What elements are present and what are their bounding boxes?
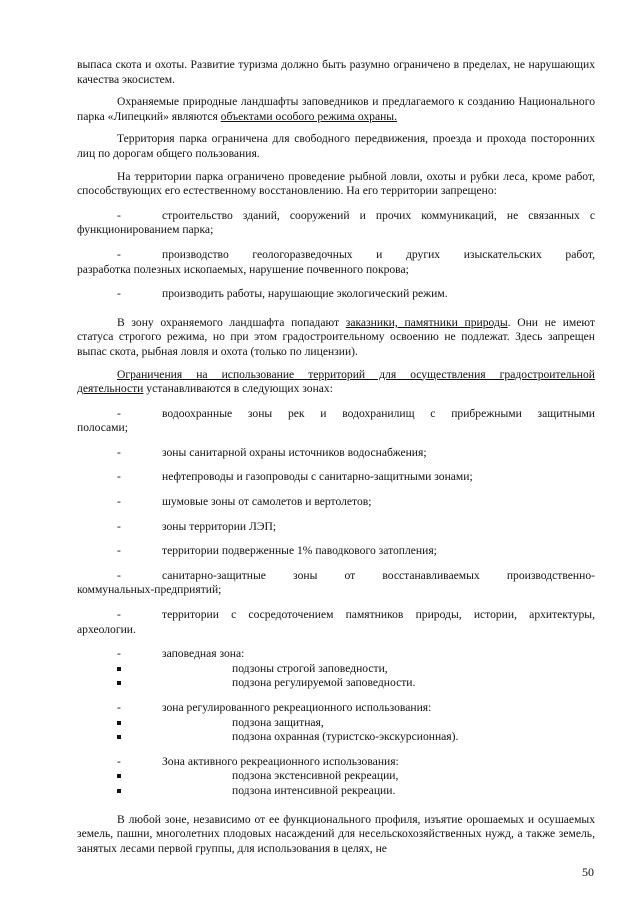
dash-marker: - xyxy=(117,647,121,661)
paragraph-text: устанавливаются в следующих зонах: xyxy=(143,382,333,396)
list-item-text: строительство зданий, сооружений и прочих коммуникаций, не связанных с xyxy=(162,208,595,222)
list-item xyxy=(77,287,595,302)
list-item-text: территории подверженные 1% паводкового затопления; xyxy=(162,544,437,558)
sub-zone-text: подзона регулируемой заповедности. xyxy=(232,676,416,690)
zone-group-title: заповедная зона: xyxy=(162,647,245,661)
sub-zone-text: подзона экстенсивной рекреации, xyxy=(232,769,399,783)
zone-group xyxy=(77,647,595,691)
zone-group xyxy=(77,755,595,799)
list-item xyxy=(77,407,595,436)
dash-marker: - xyxy=(117,568,121,582)
paragraph-land-withdrawal: В любой зоне, независимо от ее функционального профиля, изъятие орошаемых и осушаемых земель, пашни, многолетних плодовых насаждений для несельскохозяйственных нужд, а также земель, занятых лесами первой группы, для использования в целях, не xyxy=(77,812,595,855)
square-bullet-icon xyxy=(117,735,121,739)
underlined-phrase: Ограничения на использование территорий для осуществления градостроительной деятельности xyxy=(77,367,595,396)
list-item xyxy=(77,544,595,559)
dash-marker: - xyxy=(117,608,121,622)
paragraph-text: . Они не имеют статуса строгого режима, но при этом градостроительному освоению не подлежат. Здесь запрещен выпас скота, рыбная ловля и охота (только по лицензии). xyxy=(77,315,595,358)
list-item-text: водоохранные зоны рек и водохранилищ с прибрежными защитными xyxy=(162,406,595,420)
list-item-continuation: коммунальных-предприятий; xyxy=(77,583,222,597)
zone-group-head xyxy=(77,755,595,770)
dash-marker: - xyxy=(117,754,121,768)
square-bullet-icon xyxy=(117,667,121,671)
sub-zone-item xyxy=(77,730,595,745)
list-item-continuation: разработка полезных ископаемых, нарушение почвенного покрова; xyxy=(77,262,409,276)
dash-marker: - xyxy=(117,544,121,558)
list-item xyxy=(77,495,595,510)
paragraph-park-restrictions: На территории парка ограничено проведение рыбной ловли, охоты и рубки леса, кроме работ, способствующих его естественному восстановлению. На его территории запрещено: xyxy=(77,169,595,198)
dash-marker: - xyxy=(117,445,121,459)
square-bullet-icon xyxy=(117,681,121,685)
sub-zone-item xyxy=(77,769,595,784)
list-item xyxy=(77,248,595,277)
square-bullet-icon xyxy=(117,721,121,725)
list-item-text: зоны территории ЛЭП; xyxy=(162,519,277,533)
zone-groups xyxy=(77,647,595,798)
page-number: 50 xyxy=(582,865,594,879)
list-item xyxy=(77,446,595,461)
document-page xyxy=(77,58,595,856)
sub-zone-text: подзона защитная, xyxy=(232,715,324,729)
zone-group xyxy=(77,701,595,745)
list-item xyxy=(77,470,595,485)
underlined-phrase: объектами особого режима охраны. xyxy=(220,109,397,123)
dash-marker: - xyxy=(117,247,121,261)
paragraph-text: Охраняемые природные ландшафты заповедников и предлагаемого к созданию Национального парка «Липецкий» являются xyxy=(77,95,595,123)
zone-group-title: Зона активного рекреационного использования: xyxy=(162,754,399,768)
list-item xyxy=(77,520,595,535)
restricted-zones-list xyxy=(77,407,595,638)
list-item-text: санитарно-защитные зоны от восстанавливаемых производственно- xyxy=(162,568,595,582)
dash-marker: - xyxy=(117,406,121,420)
sub-zone-text: подзона охранная (туристско-экскурсионная). xyxy=(232,730,459,744)
sub-zone-item xyxy=(77,784,595,799)
zone-group-title: зона регулированного рекреационного использования: xyxy=(162,701,432,714)
zone-group-head xyxy=(77,701,595,716)
list-item xyxy=(77,608,595,637)
sub-zone-item xyxy=(77,716,595,731)
list-item-text: шумовые зоны от самолетов и вертолетов; xyxy=(162,495,372,509)
paragraph-text: В зону охраняемого ландшафта попадают xyxy=(117,315,346,329)
paragraph-landscape-zone xyxy=(77,316,595,360)
list-item-continuation: функционированием парка; xyxy=(77,223,214,237)
sub-zone-item xyxy=(77,676,595,691)
list-item-continuation: полосами; xyxy=(77,421,128,435)
square-bullet-icon xyxy=(117,789,121,793)
dash-marker: - xyxy=(117,208,121,222)
paragraph-tourism: выпаса скота и охоты. Развитие туризма должно быть разумно ограничено в пределах, не нарушающих качества экосистем. xyxy=(77,58,595,86)
dash-marker: - xyxy=(117,701,121,714)
paragraph-park-access: Территория парка ограничена для свободного передвижения, проезда и прохода посторонних лиц по дорогам общего пользования. xyxy=(77,132,595,160)
list-item-text: территории с сосредоточением памятников природы, истории, архитектуры, xyxy=(162,608,595,622)
list-item-text: нефтепроводы и газопроводы с санитарно-защитными зонами; xyxy=(162,470,473,484)
sub-zone-item xyxy=(77,662,595,677)
underlined-phrase: заказники, памятники природы xyxy=(345,315,508,329)
list-item-text: производство геологоразведочных и других изыскательских работ, xyxy=(162,247,595,261)
dash-marker: - xyxy=(117,495,121,509)
dash-marker: - xyxy=(117,519,121,533)
list-item xyxy=(77,209,595,238)
sub-zone-text: подзона интенсивной рекреации. xyxy=(232,783,396,797)
list-item-text: производить работы, нарушающие экологический режим. xyxy=(162,287,448,301)
square-bullet-icon xyxy=(117,774,121,778)
dash-marker: - xyxy=(117,287,121,301)
paragraph-protected-landscapes xyxy=(77,95,595,124)
prohibited-list xyxy=(77,209,595,302)
list-item-continuation: археологии. xyxy=(77,622,136,636)
list-item-text: зоны санитарной охраны источников водоснабжения; xyxy=(162,445,427,459)
sub-zone-text: подзоны строгой заповедности, xyxy=(232,661,388,675)
list-item xyxy=(77,569,595,598)
zone-group-head xyxy=(77,647,595,662)
dash-marker: - xyxy=(117,470,121,484)
paragraph-urban-restrictions xyxy=(77,368,595,397)
